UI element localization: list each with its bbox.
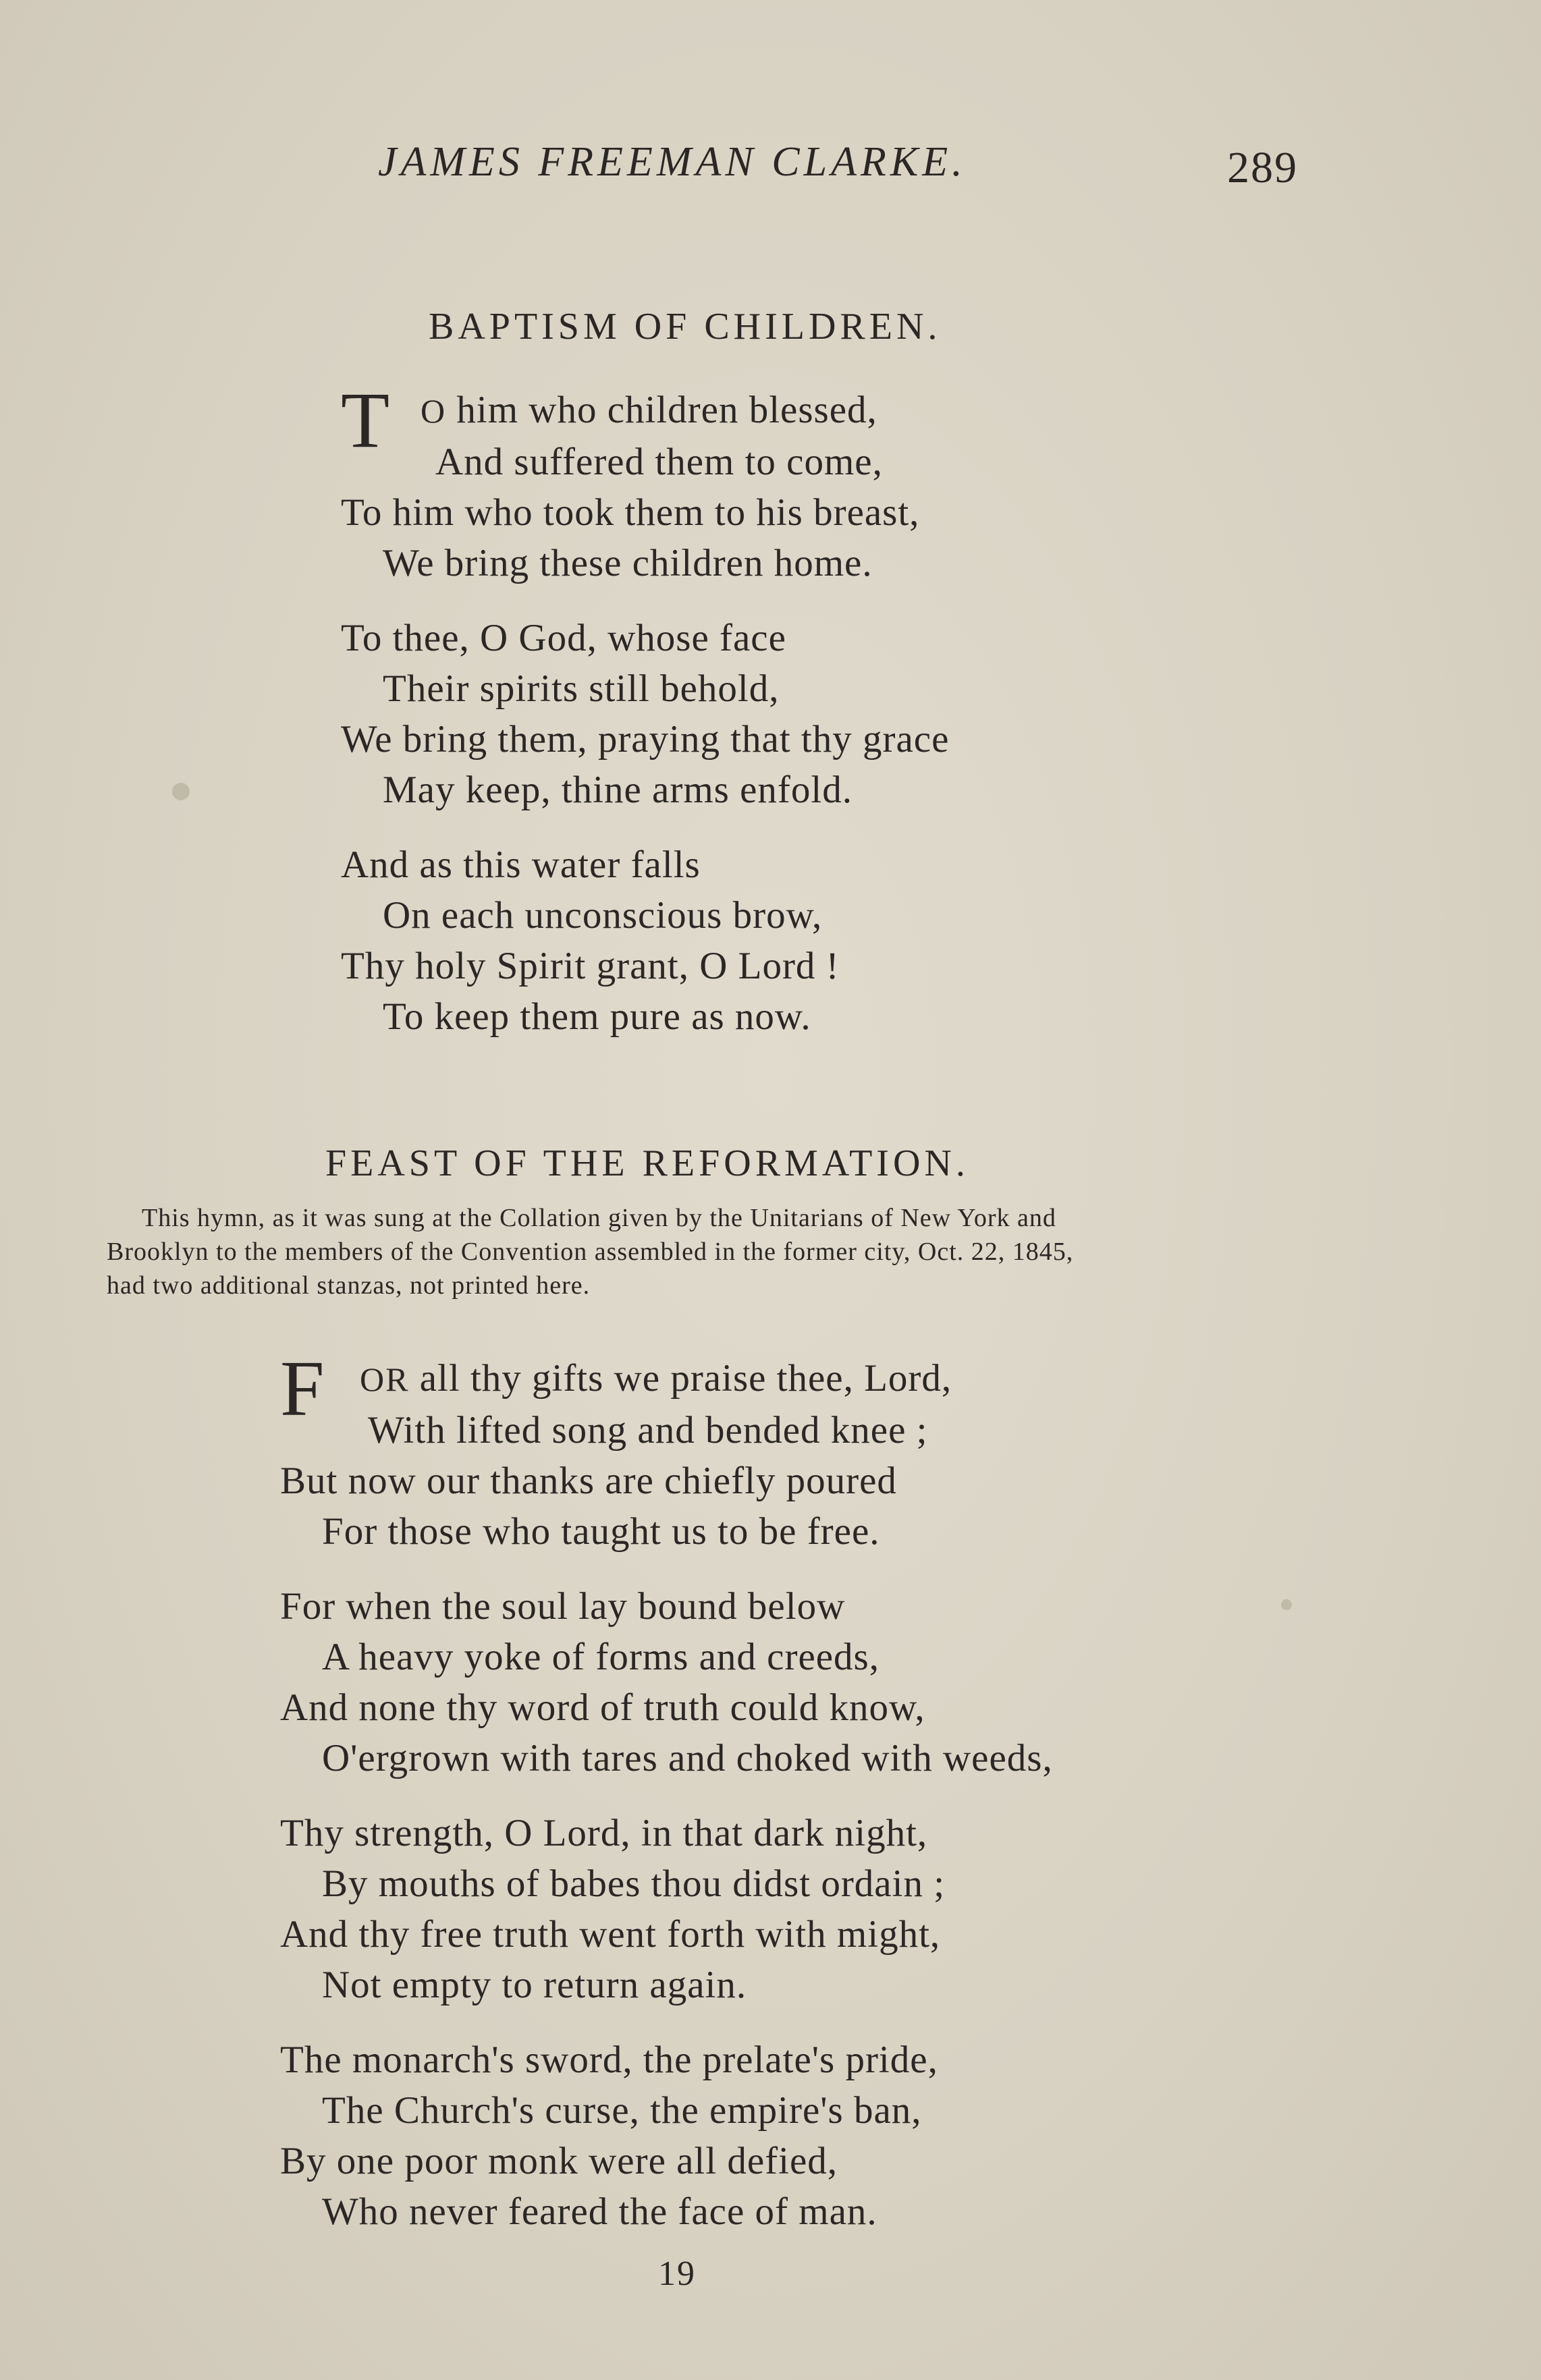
poem-line: But now our thanks are chiefly poured — [280, 1460, 897, 1502]
page-number: 289 — [1227, 143, 1298, 192]
poem-line: Thy holy Spirit grant, O Lord ! — [341, 945, 840, 987]
poem-note — [107, 1201, 1281, 1302]
poem-line: The monarch's sword, the prelate's pride, — [280, 2039, 938, 2081]
poem-line: A heavy yoke of forms and creeds, — [322, 1636, 880, 1678]
poem-line: To him who took them to his breast, — [341, 491, 920, 534]
note-line: Brooklyn to the members of the Convention assembled in the former city, Oct. 22, 1845, — [107, 1238, 1074, 1266]
poem-line: For those who taught us to be free. — [322, 1510, 880, 1553]
drop-cap: T — [341, 376, 391, 464]
poem-line: Thy strength, O Lord, in that dark night, — [280, 1812, 928, 1854]
first-word-rest: OR — [360, 1360, 410, 1398]
stanza — [341, 376, 949, 588]
note-line: had two additional stanzas, not printed here. — [107, 1271, 591, 1300]
poem-line: Who never feared the face of man. — [322, 2190, 877, 2233]
poem-line: We bring them, praying that thy grace — [341, 718, 950, 760]
poem-baptism-of-children — [341, 376, 950, 1066]
poem-line: And thy free truth went forth with might, — [280, 1913, 941, 1956]
stanza — [280, 1344, 1053, 1557]
poem-title: FEAST OF THE REFORMATION. — [325, 1142, 969, 1184]
note-line: This hymn, as it was sung at the Collation given by the Unitarians of New York and — [142, 1204, 1056, 1232]
drop-cap: F — [280, 1344, 325, 1433]
poem-line: On each unconscious brow, — [383, 894, 823, 937]
line-text: all thy gifts we praise thee, Lord, — [419, 1357, 952, 1400]
poem-line: Their spirits still behold, — [383, 667, 780, 710]
poem-line: We bring these children home. — [383, 542, 873, 584]
poem-line: And as this water falls — [341, 843, 701, 886]
poem-line: To keep them pure as now. — [383, 995, 811, 1038]
stanza — [341, 613, 949, 815]
running-head: JAMES FREEMAN CLARKE. — [378, 139, 967, 185]
poem-title: BAPTISM OF CHILDREN. — [429, 306, 942, 348]
page-header — [0, 138, 1541, 199]
stanza — [280, 1808, 1053, 2010]
poem-line: By mouths of babes thou didst ordain ; — [322, 1862, 946, 1905]
first-word-rest: O — [421, 392, 447, 430]
poem-feast-of-the-reformation — [280, 1344, 1053, 2261]
poem-line: O'ergrown with tares and choked with weeds, — [322, 1737, 1053, 1779]
poem-line: And none thy word of truth could know, — [280, 1686, 925, 1729]
poem-line: To thee, O God, whose face — [341, 617, 786, 659]
signature-mark: 19 — [658, 2254, 696, 2293]
poem-line: By one poor monk were all defied, — [280, 2140, 838, 2182]
poem-line: And suffered them to come, — [435, 441, 883, 483]
poem-line: May keep, thine arms enfold. — [383, 769, 853, 811]
stanza — [280, 2035, 1053, 2237]
poem-line: With lifted song and bended knee ; — [368, 1409, 928, 1451]
poem-line: For when the soul lay bound below — [280, 1585, 846, 1628]
poem-line: The Church's curse, the empire's ban, — [322, 2089, 922, 2132]
stanza — [280, 1581, 1053, 1783]
paper-stain — [1281, 1599, 1292, 1610]
stanza — [341, 839, 949, 1042]
poem-line: Not empty to return again. — [322, 1964, 747, 2006]
line-text: him who children blessed, — [456, 389, 877, 431]
paper-stain — [172, 783, 190, 800]
